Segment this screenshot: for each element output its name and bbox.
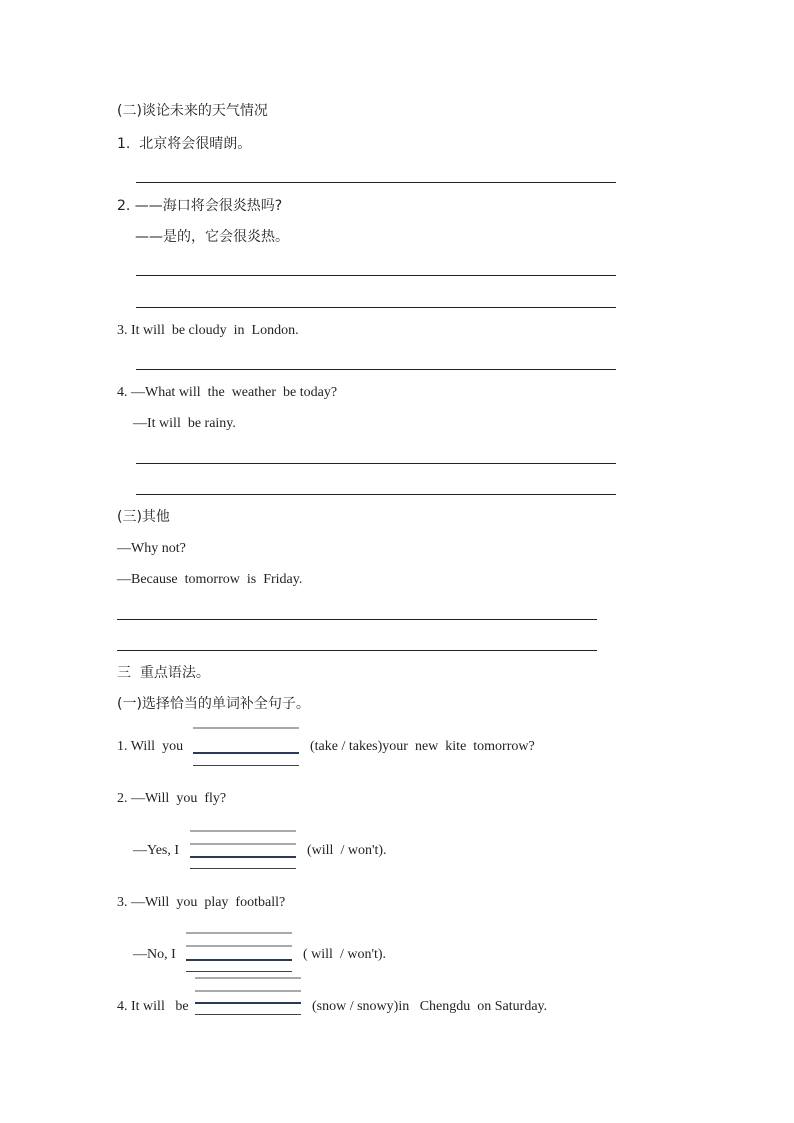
blank-decoration — [195, 1014, 301, 1015]
answer-line[interactable] — [136, 369, 616, 370]
grammar-q3-suffix: ( will / won't). — [303, 947, 387, 962]
grammar-instruction: (一)选择恰当的单词补全句子。 — [117, 696, 310, 712]
blank-decoration — [193, 765, 299, 766]
answer-line[interactable] — [136, 494, 616, 495]
blank-decoration — [186, 932, 292, 934]
grammar-q3-question: 3. —Will you play football? — [117, 895, 286, 910]
dialogue-line-1: —Why not? — [117, 541, 186, 556]
question-2-reply: ——是的，它会很炎热。 — [135, 229, 289, 245]
question-4-reply: —It will be rainy. — [133, 416, 236, 431]
grammar-heading: 三 重点语法。 — [117, 665, 210, 681]
dialogue-line-2: —Because tomorrow is Friday. — [117, 572, 303, 587]
grammar-q3-blank[interactable] — [186, 959, 292, 961]
blank-decoration — [186, 971, 292, 972]
blank-decoration — [190, 830, 296, 832]
answer-line[interactable] — [117, 619, 597, 620]
section-heading-weather: (二)谈论未来的天气情况 — [117, 103, 268, 119]
question-3-text: 3. It will be cloudy in London. — [117, 323, 299, 338]
question-2-text: 2. ——海口将会很炎热吗? — [117, 198, 283, 214]
grammar-q1-suffix: (take / takes)your new kite tomorrow? — [310, 739, 535, 754]
question-1-text: 1. 北京将会很晴朗。 — [117, 136, 252, 152]
section-heading-other: (三)其他 — [117, 509, 170, 525]
answer-line[interactable] — [136, 307, 616, 308]
grammar-q2-blank[interactable] — [190, 856, 296, 858]
grammar-q4-prefix: 4. It will be — [117, 999, 189, 1014]
question-4-text: 4. —What will the weather be today? — [117, 385, 338, 400]
grammar-q3-prefix: —No, I — [133, 947, 176, 962]
grammar-q2-question: 2. —Will you fly? — [117, 791, 227, 806]
blank-decoration — [190, 868, 296, 869]
blank-decoration — [195, 990, 301, 992]
grammar-q4-blank[interactable] — [195, 1002, 301, 1004]
grammar-q2-suffix: (will / won't). — [307, 843, 387, 858]
grammar-q1-prefix: 1. Will you — [117, 739, 184, 754]
answer-line[interactable] — [136, 463, 616, 464]
answer-line[interactable] — [117, 650, 597, 651]
answer-line[interactable] — [136, 275, 616, 276]
blank-decoration — [186, 945, 292, 947]
blank-decoration — [195, 977, 301, 979]
grammar-q2-prefix: —Yes, I — [133, 843, 180, 858]
grammar-q1-blank[interactable] — [193, 752, 299, 754]
blank-decoration — [193, 727, 299, 729]
answer-line[interactable] — [136, 182, 616, 183]
grammar-q4-suffix: (snow / snowy)in Chengdu on Saturday. — [312, 999, 548, 1014]
blank-decoration — [190, 843, 296, 845]
